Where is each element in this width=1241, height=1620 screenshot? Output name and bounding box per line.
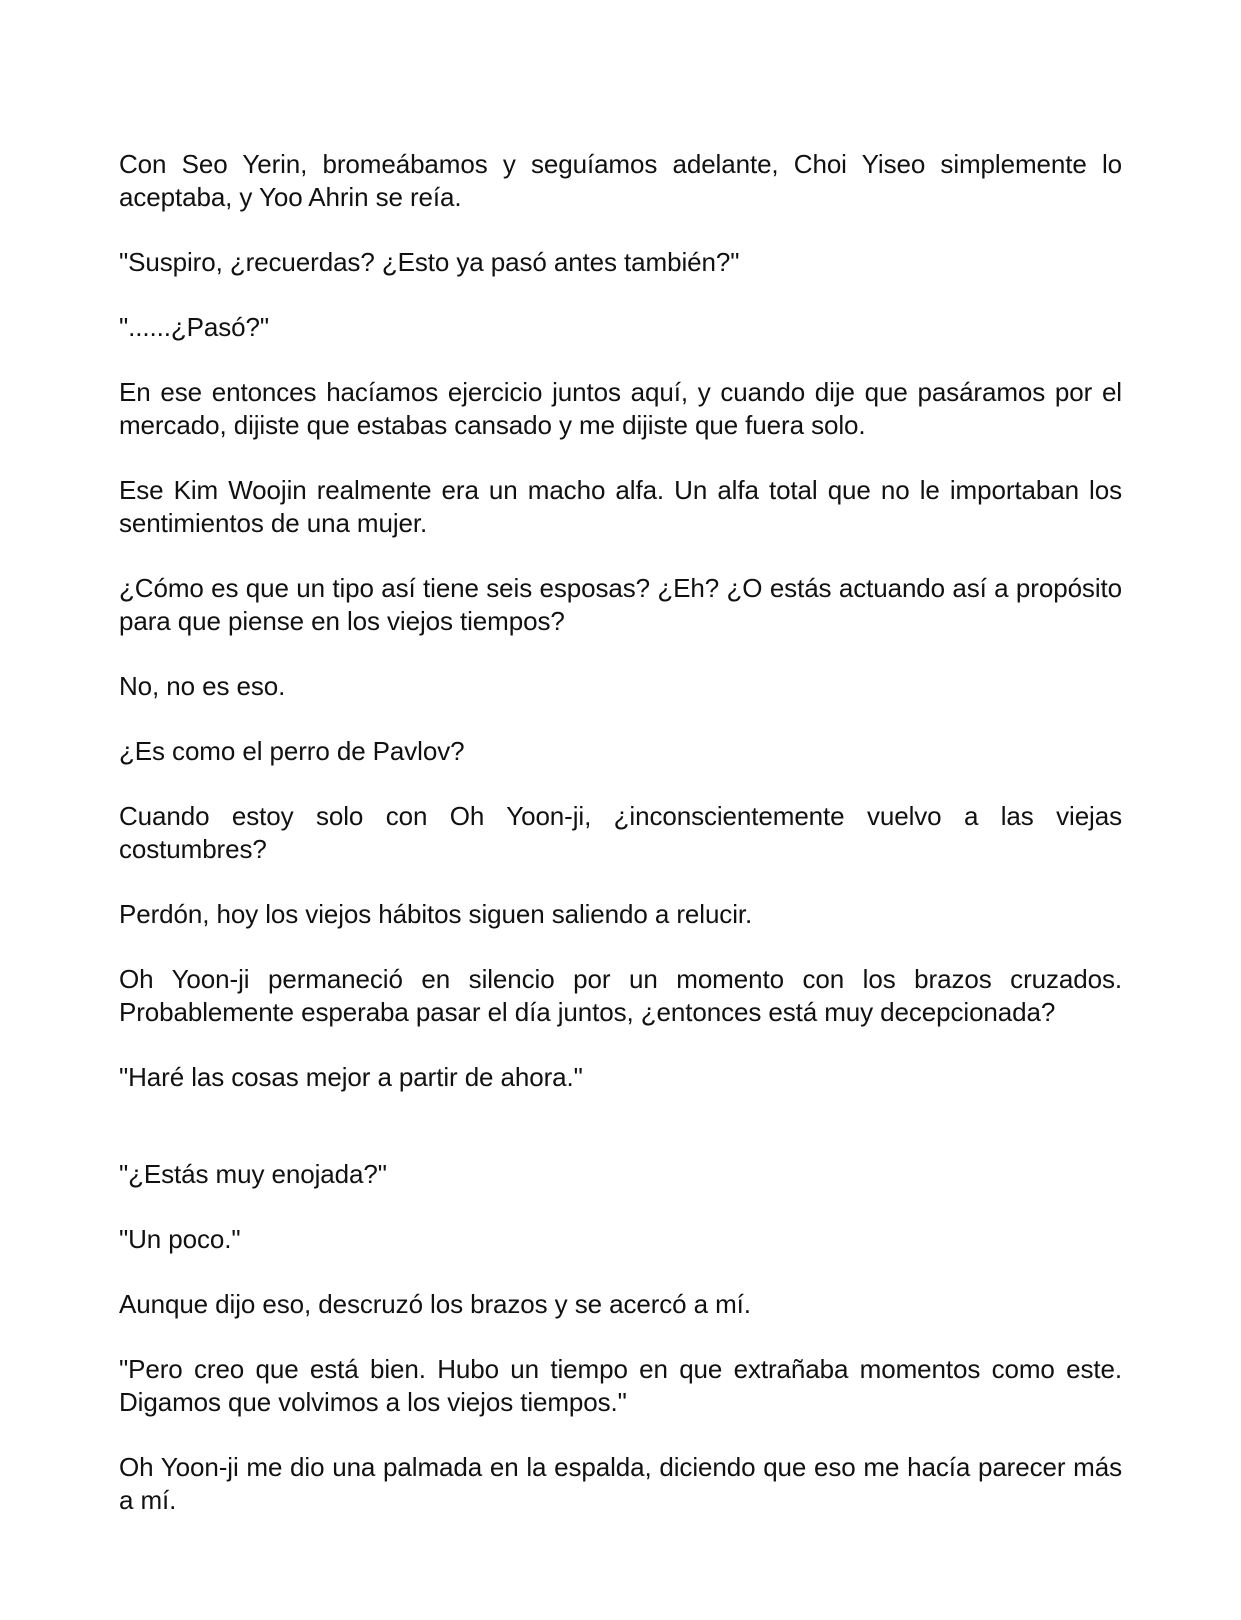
- paragraph: Oh Yoon-ji permaneció en silencio por un momento con los brazos cruzados. Probablemente esperaba pasar el día juntos, ¿entonces está muy decepcionada?: [119, 964, 1122, 1027]
- paragraph: "Pero creo que está bien. Hubo un tiempo en que extrañaba momentos como este. Digamos que volvimos a los viejos tiempos.": [119, 1354, 1122, 1417]
- paragraph: Con Seo Yerin, bromeábamos y seguíamos adelante, Choi Yiseo simplemente lo aceptaba, y Yoo Ahrin se reía.: [119, 149, 1122, 212]
- paragraph: No, no es eso.: [119, 671, 286, 701]
- paragraph: En ese entonces hacíamos ejercicio juntos aquí, y cuando dije que pasáramos por el mercado, dijiste que estabas cansado y me dijiste que fuera solo.: [119, 377, 1122, 440]
- paragraph: Ese Kim Woojin realmente era un macho alfa. Un alfa total que no le importaban los sentimientos de una mujer.: [119, 475, 1122, 538]
- paragraph: Oh Yoon-ji me dio una palmada en la espalda, diciendo que eso me hacía parecer más a mí.: [119, 1452, 1122, 1515]
- paragraph: "Un poco.": [119, 1224, 241, 1254]
- paragraph: Aunque dijo eso, descruzó los brazos y se acercó a mí.: [119, 1289, 751, 1319]
- paragraph: "......¿Pasó?": [119, 312, 270, 342]
- document-body: [119, 148, 1122, 1517]
- paragraph: ¿Es como el perro de Pavlov?: [119, 736, 465, 766]
- paragraph: Perdón, hoy los viejos hábitos siguen saliendo a relucir.: [119, 899, 753, 929]
- paragraph: "Suspiro, ¿recuerdas? ¿Esto ya pasó antes también?": [119, 247, 740, 277]
- paragraph: Cuando estoy solo con Oh Yoon-ji, ¿inconscientemente vuelvo a las viejas costumbres?: [119, 801, 1122, 864]
- paragraph: ¿Cómo es que un tipo así tiene seis esposas? ¿Eh? ¿O estás actuando así a propósito para que piense en los viejos tiempos?: [119, 573, 1122, 636]
- paragraph: "¿Estás muy enojada?": [119, 1159, 387, 1189]
- paragraph: "Haré las cosas mejor a partir de ahora.": [119, 1062, 583, 1092]
